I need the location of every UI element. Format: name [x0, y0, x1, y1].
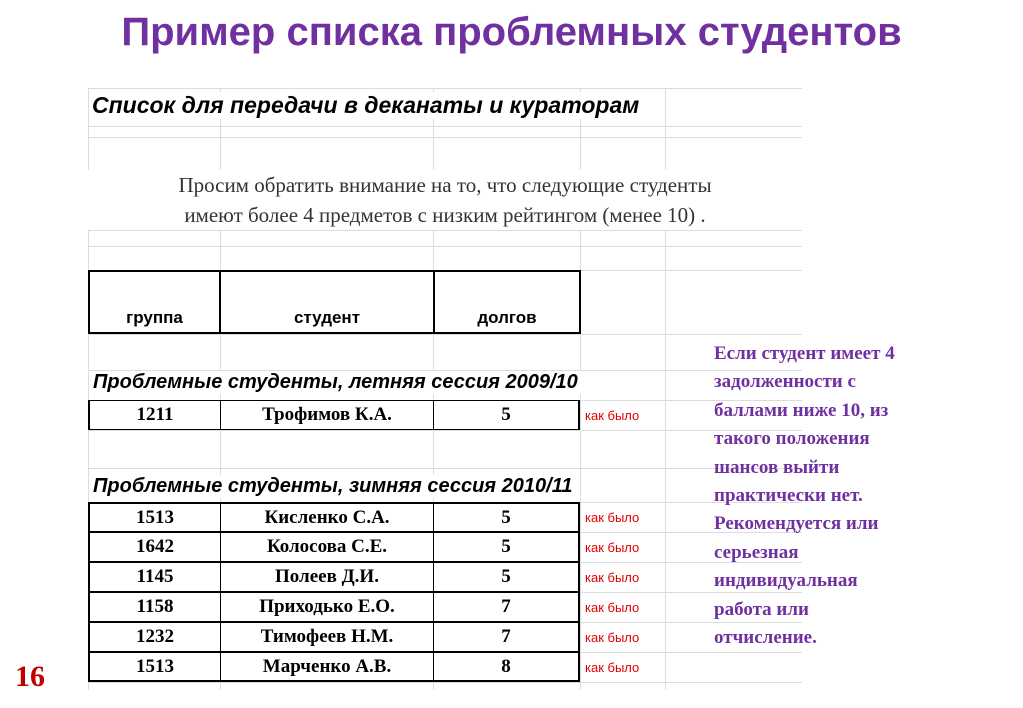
gridline — [88, 88, 802, 89]
request-note — [88, 170, 802, 230]
gridline — [88, 230, 802, 231]
status-tag: как было — [585, 630, 640, 645]
column-header-group: группа — [88, 270, 221, 334]
side-note-line: задолженности с — [714, 371, 856, 393]
gridline — [88, 334, 802, 335]
side-note-line: серьезная — [714, 541, 799, 563]
student-cell: Тимофеев Н.М. — [220, 622, 434, 652]
student-cell: Колосова С.Е. — [220, 532, 434, 562]
group-cell: 1158 — [88, 592, 221, 622]
debts-cell: 7 — [433, 622, 580, 652]
side-note-line: практически нет. — [714, 485, 863, 507]
sheet-heading: Список для передачи в деканаты и кураторам — [92, 92, 643, 119]
slide-title: Пример списка проблемных студентов — [121, 10, 902, 54]
group-cell: 1642 — [88, 532, 221, 562]
status-tag: как было — [585, 510, 640, 525]
side-note-line: Если студент имеет 4 — [714, 343, 895, 364]
debts-cell: 5 — [433, 400, 580, 430]
request-note-line: Просим обратить внимание на то, что следующие студенты — [178, 173, 712, 197]
student-cell: Марченко А.В. — [220, 652, 434, 682]
status-tag: как было — [585, 408, 640, 423]
gridline — [88, 468, 802, 469]
table-row — [88, 622, 668, 652]
status-tag: как было — [585, 570, 640, 585]
debts-cell: 5 — [433, 562, 580, 592]
group-cell: 1513 — [88, 502, 221, 532]
side-note-line: баллами ниже 10, из — [714, 399, 889, 421]
group-cell: 1513 — [88, 652, 221, 682]
status-tag: как было — [585, 600, 640, 615]
table-row — [88, 400, 668, 430]
gridline — [88, 137, 802, 138]
side-note-line: отчисление. — [714, 627, 817, 649]
section-title-summer: Проблемные студенты, летняя сессия 2009/10 — [93, 371, 581, 394]
side-note-line: работа или — [714, 598, 809, 620]
page-number: 16 — [15, 660, 45, 693]
student-cell: Трофимов К.А. — [220, 400, 434, 430]
table-row — [88, 562, 668, 592]
section-title-winter: Проблемные студенты, зимняя сессия 2010/11 — [93, 475, 575, 498]
side-note-line: индивидуальная — [714, 570, 858, 592]
table-row — [88, 532, 668, 562]
group-cell: 1232 — [88, 622, 221, 652]
gridline — [88, 246, 802, 247]
side-note-line: Рекомендуется или — [714, 513, 879, 535]
column-header-debts: долгов — [433, 270, 581, 334]
column-header-student: студент — [219, 270, 435, 334]
debts-cell: 7 — [433, 592, 580, 622]
side-note-line: шансов выйти — [714, 456, 840, 478]
group-cell: 1211 — [88, 400, 221, 430]
group-cell: 1145 — [88, 562, 221, 592]
side-note — [714, 340, 954, 652]
debts-cell: 5 — [433, 502, 580, 532]
spreadsheet-excerpt — [88, 88, 802, 690]
gridline — [88, 682, 802, 683]
student-cell: Кисленко С.А. — [220, 502, 434, 532]
student-cell: Приходько Е.О. — [220, 592, 434, 622]
request-note-line: имеют более 4 предметов с низким рейтингом (менее 10) . — [184, 203, 706, 227]
gridline — [88, 126, 802, 127]
debts-cell: 8 — [433, 652, 580, 682]
status-tag: как было — [585, 540, 640, 555]
table-row — [88, 592, 668, 622]
table-row — [88, 502, 668, 532]
gridline — [88, 430, 802, 431]
side-note-line: такого положения — [714, 428, 870, 450]
student-cell: Полеев Д.И. — [220, 562, 434, 592]
table-row — [88, 652, 668, 682]
debts-cell: 5 — [433, 532, 580, 562]
status-tag: как было — [585, 660, 640, 675]
